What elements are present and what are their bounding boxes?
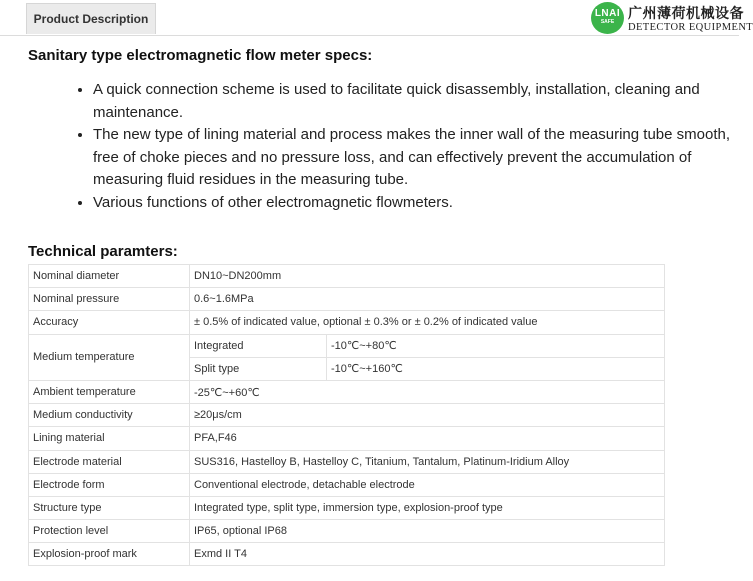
param-label: Explosion-proof mark xyxy=(29,543,190,566)
table-row xyxy=(29,496,665,519)
tab-product-description[interactable]: Product Description xyxy=(26,3,156,34)
table-row xyxy=(29,380,665,403)
list-item: • The new type of lining material and process makes the inner wall of the measuring tube smooth, free of choke pieces and no pressure loss, and can effectively prevent the accumulation of measuring fluid residues in the measuring tube. xyxy=(93,124,743,192)
param-value: Conventional electrode, detachable electrode xyxy=(190,473,665,496)
param-value: SUS316, Hastelloy B, Hastelloy C, Titanium, Tantalum, Platinum-Iridium Alloy xyxy=(190,450,665,473)
param-label: Lining material xyxy=(29,427,190,450)
param-value: 0.6~1.6MPa xyxy=(190,288,665,311)
table-row xyxy=(29,450,665,473)
param-label: Structure type xyxy=(29,496,190,519)
table-row xyxy=(29,473,665,496)
table-row xyxy=(29,265,665,288)
table-row xyxy=(29,427,665,450)
param-value: Exmd II T4 xyxy=(190,543,665,566)
param-label: Nominal pressure xyxy=(29,288,190,311)
table-row xyxy=(29,334,665,357)
technical-parameters-heading: Technical paramters: xyxy=(28,243,178,260)
param-label: Electrode material xyxy=(29,450,190,473)
logo-company-name: 广州薄荷机械设备 xyxy=(628,6,744,22)
param-label: Medium temperature xyxy=(29,334,190,380)
table-row xyxy=(29,543,665,566)
param-label: Ambient temperature xyxy=(29,380,190,403)
table-row xyxy=(29,404,665,427)
list-item: • Various functions of other electromagnetic flowmeters. xyxy=(93,192,743,215)
technical-parameters-table xyxy=(28,264,665,566)
param-label: Protection level xyxy=(29,520,190,543)
table-row xyxy=(29,288,665,311)
specs-heading: Sanitary type electromagnetic flow meter specs: xyxy=(28,47,373,64)
param-value: DN10~DN200mm xyxy=(190,265,665,288)
table-row xyxy=(29,311,665,334)
param-subtype: Split type xyxy=(190,357,327,380)
param-value: ± 0.5% of indicated value, optional ± 0.3% or ± 0.2% of indicated value xyxy=(190,311,665,334)
table-row xyxy=(29,520,665,543)
logo-tagline: DETECTOR EQUIPMENT xyxy=(628,22,753,33)
logo-badge-icon: LNAI SAFE xyxy=(591,2,624,34)
list-item: • A quick connection scheme is used to facilitate quick disassembly, installation, cleaning and maintenance. xyxy=(93,79,743,124)
company-logo xyxy=(591,2,753,36)
param-subtype: Integrated xyxy=(190,334,327,357)
param-label: Medium conductivity xyxy=(29,404,190,427)
specs-list xyxy=(73,79,743,215)
param-value: IP65, optional IP68 xyxy=(190,520,665,543)
param-value: Integrated type, split type, immersion type, explosion-proof type xyxy=(190,496,665,519)
param-label: Nominal diameter xyxy=(29,265,190,288)
param-label: Electrode form xyxy=(29,473,190,496)
param-value: ≥20μs/cm xyxy=(190,404,665,427)
param-value: -25℃~+60℃ xyxy=(190,380,665,403)
param-value: -10℃~+160℃ xyxy=(327,357,665,380)
param-label: Accuracy xyxy=(29,311,190,334)
param-value: PFA,F46 xyxy=(190,427,665,450)
param-value: -10℃~+80℃ xyxy=(327,334,665,357)
